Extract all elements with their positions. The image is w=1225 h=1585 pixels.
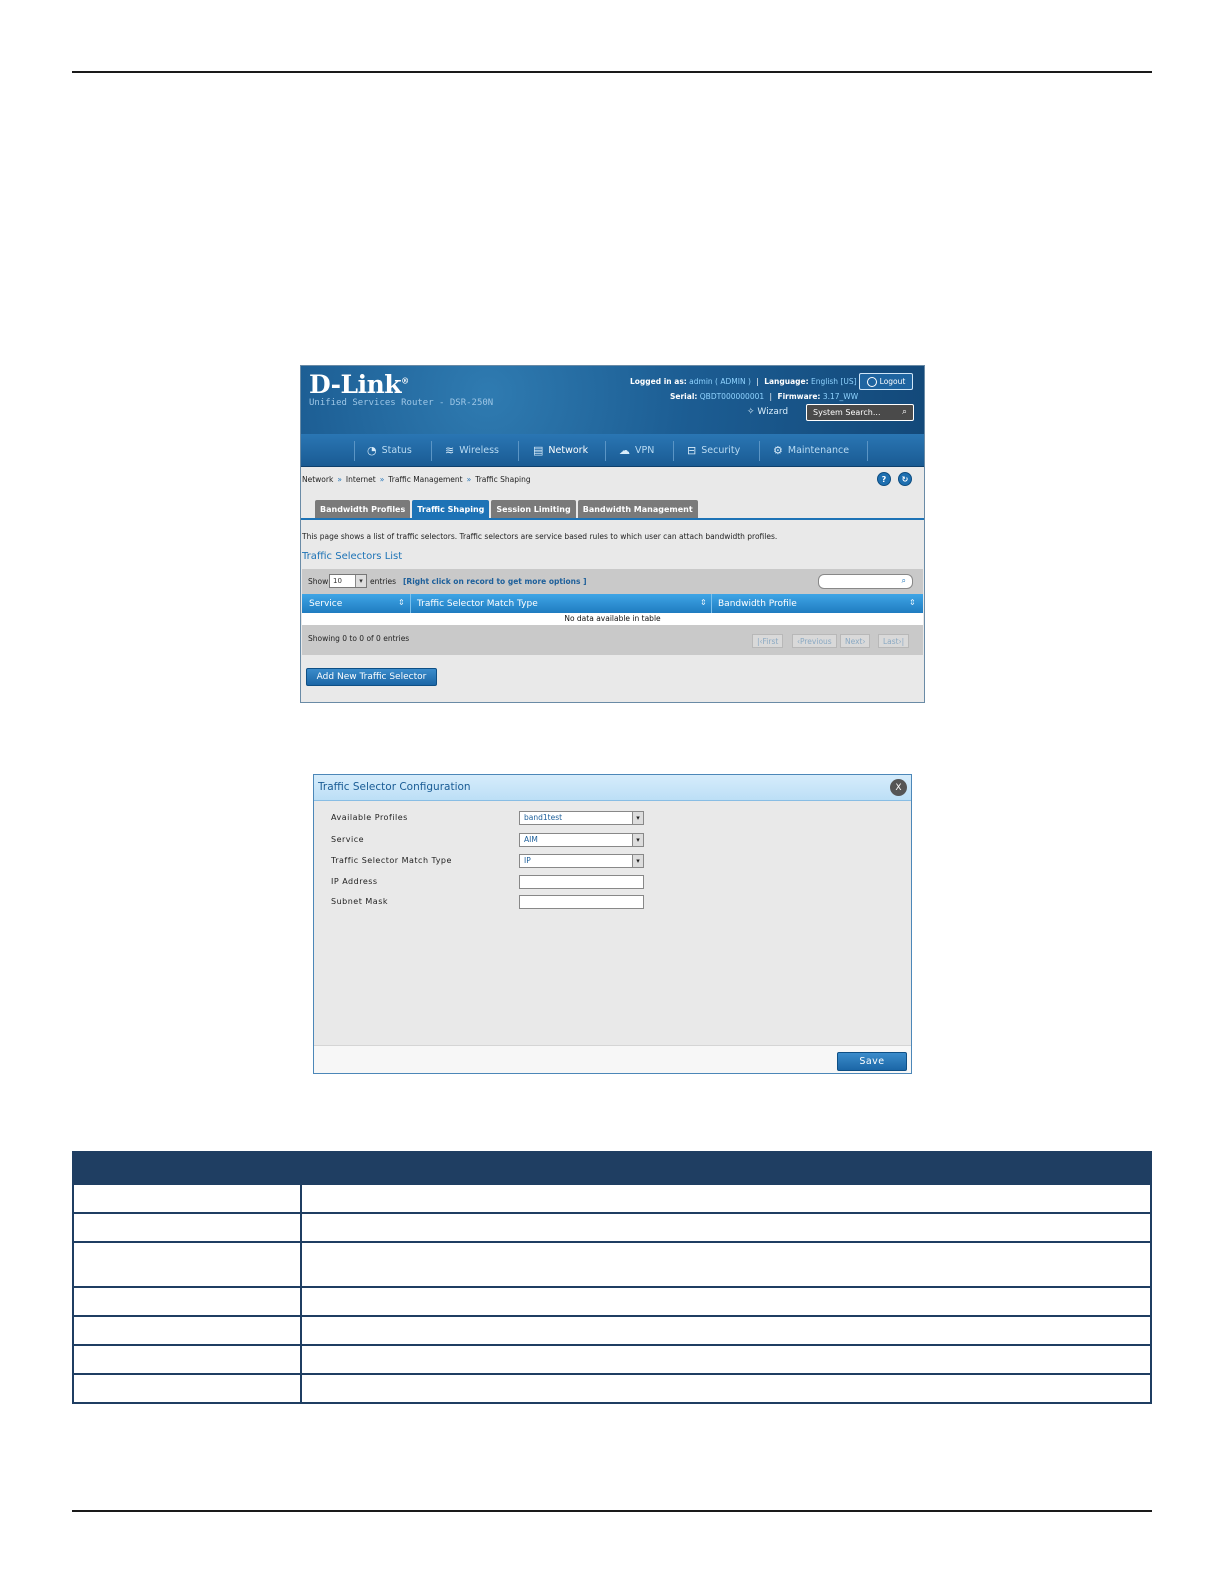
breadcrumb-network[interactable]: Network xyxy=(302,475,334,484)
pagination-previous[interactable]: ‹ Previous xyxy=(792,634,837,648)
dialog-titlebar xyxy=(314,775,911,801)
device-info: Serial: QBDT000000001 | Firmware: 3.17_WW xyxy=(670,392,859,401)
pagination-next[interactable]: Next › xyxy=(840,634,870,648)
gear-icon: ⚙ xyxy=(773,444,783,457)
subnet-mask-label: Subnet Mask xyxy=(331,897,389,906)
table-controls xyxy=(302,569,923,594)
router-ui-screenshot xyxy=(300,365,925,703)
sort-icon[interactable]: ⇕ xyxy=(398,598,405,607)
table-footer xyxy=(302,625,923,655)
nav-security[interactable]: ⊟ Security xyxy=(687,444,741,457)
nav-vpn[interactable]: ☁ VPN xyxy=(619,444,655,457)
refresh-icon[interactable]: ↻ xyxy=(898,472,912,486)
showing-count: Showing 0 to 0 of 0 entries xyxy=(308,634,410,643)
tab-bandwidth-management[interactable]: Bandwidth Management xyxy=(578,500,698,518)
available-profiles-select[interactable]: band1test ▾ xyxy=(519,811,644,825)
tab-bar xyxy=(315,500,698,518)
table-row xyxy=(74,1315,1150,1344)
search-icon: ⌕ xyxy=(901,407,907,417)
wizard-link[interactable]: ✧ Wizard xyxy=(747,407,789,417)
save-button[interactable]: Save xyxy=(837,1052,907,1071)
main-nav xyxy=(301,434,924,467)
gauge-icon: ◔ xyxy=(367,444,377,457)
table-row xyxy=(74,1241,1150,1286)
service-label: Service xyxy=(331,835,365,844)
traffic-selector-dialog xyxy=(313,774,912,1074)
logged-in-user: admin ( ADMIN ) xyxy=(689,377,751,386)
power-icon xyxy=(867,377,877,387)
tab-bandwidth-profiles[interactable]: Bandwidth Profiles xyxy=(315,500,410,518)
pagination-first[interactable]: |‹ First xyxy=(752,634,783,648)
add-traffic-selector-button[interactable]: Add New Traffic Selector xyxy=(306,668,437,686)
show-label: Show xyxy=(308,577,329,586)
firmware-value: 3.17_WW xyxy=(822,392,859,401)
list-title: Traffic Selectors List xyxy=(302,551,403,562)
no-data-row: No data available in table xyxy=(302,613,923,625)
subnet-mask-input[interactable] xyxy=(519,895,644,909)
close-icon[interactable]: X xyxy=(890,779,907,796)
lock-icon: ⊟ xyxy=(687,444,697,457)
logout-button[interactable]: Logout xyxy=(859,373,913,390)
dialog-title: Traffic Selector Configuration xyxy=(318,781,471,793)
entries-label: entries xyxy=(370,577,396,586)
language-value[interactable]: English [US] xyxy=(810,377,857,386)
column-bandwidth-profile[interactable]: Bandwidth Profile xyxy=(718,598,797,609)
match-type-label: Traffic Selector Match Type xyxy=(331,856,452,865)
match-type-select[interactable]: IP ▾ xyxy=(519,854,644,868)
breadcrumb-traffic-shaping: Traffic Shaping xyxy=(475,475,531,484)
dialog-footer xyxy=(314,1045,911,1074)
nav-network[interactable]: ▤ Network xyxy=(533,444,589,457)
column-match-type[interactable]: Traffic Selector Match Type xyxy=(417,598,538,609)
chevron-down-icon: ▾ xyxy=(632,812,643,824)
ip-address-label: IP Address xyxy=(331,877,378,886)
product-subtitle: Unified Services Router - DSR-250N xyxy=(309,398,494,408)
nav-maintenance[interactable]: ⚙ Maintenance xyxy=(773,444,850,457)
breadcrumb-traffic-management[interactable]: Traffic Management xyxy=(388,475,463,484)
network-icon: ▤ xyxy=(533,444,544,457)
nav-wireless[interactable]: ≋ Wireless xyxy=(445,444,499,457)
chevron-down-icon: ▾ xyxy=(632,834,643,846)
table-row xyxy=(74,1286,1150,1315)
router-header xyxy=(301,366,924,434)
header-rule xyxy=(72,71,1152,73)
field-description-table xyxy=(72,1151,1152,1404)
breadcrumb-internet[interactable]: Internet xyxy=(345,475,376,484)
tab-traffic-shaping[interactable]: Traffic Shaping xyxy=(412,500,489,518)
table-header-row xyxy=(74,1153,1150,1183)
cloud-icon: ☁ xyxy=(619,444,630,457)
footer-rule xyxy=(72,1510,1152,1512)
table-search-input[interactable] xyxy=(818,574,913,589)
table-row xyxy=(74,1344,1150,1373)
column-service[interactable]: Service xyxy=(309,598,343,609)
sort-icon[interactable]: ⇕ xyxy=(700,598,707,607)
table-row xyxy=(74,1183,1150,1212)
system-search-input[interactable]: System Search... ⌕ xyxy=(806,404,914,421)
ip-address-input[interactable] xyxy=(519,875,644,889)
table-row xyxy=(74,1373,1150,1402)
breadcrumb: Network » Internet » Traffic Management » Traffic Shaping xyxy=(302,475,531,484)
service-select[interactable]: AIM ▾ xyxy=(519,833,644,847)
tab-underline xyxy=(301,518,924,520)
available-profiles-label: Available Profiles xyxy=(331,813,408,822)
tab-session-limiting[interactable]: Session Limiting xyxy=(491,500,575,518)
table-row xyxy=(74,1212,1150,1241)
right-click-hint: [Right click on record to get more options ] xyxy=(403,577,587,586)
nav-status[interactable]: ◔ Status xyxy=(367,444,412,457)
table-header xyxy=(302,594,923,613)
entries-select[interactable]: 10 ▾ xyxy=(329,574,367,588)
pagination-last[interactable]: Last ›| xyxy=(878,634,909,648)
help-icon[interactable]: ? xyxy=(877,472,891,486)
serial-value: QBDT000000001 xyxy=(699,392,765,401)
session-info: Logged in as: admin ( ADMIN ) | Language: English [US] xyxy=(630,377,857,386)
chevron-down-icon: ▾ xyxy=(632,855,643,867)
wifi-icon: ≋ xyxy=(445,444,455,457)
sort-icon[interactable]: ⇕ xyxy=(909,598,916,607)
page-description: This page shows a list of traffic selectors. Traffic selectors are service based rules to which user can attach bandwidth profiles. xyxy=(302,532,778,541)
search-icon: ⌕ xyxy=(901,576,906,585)
chevron-down-icon: ▾ xyxy=(355,575,366,587)
dlink-logo: D-Link® xyxy=(309,370,409,399)
